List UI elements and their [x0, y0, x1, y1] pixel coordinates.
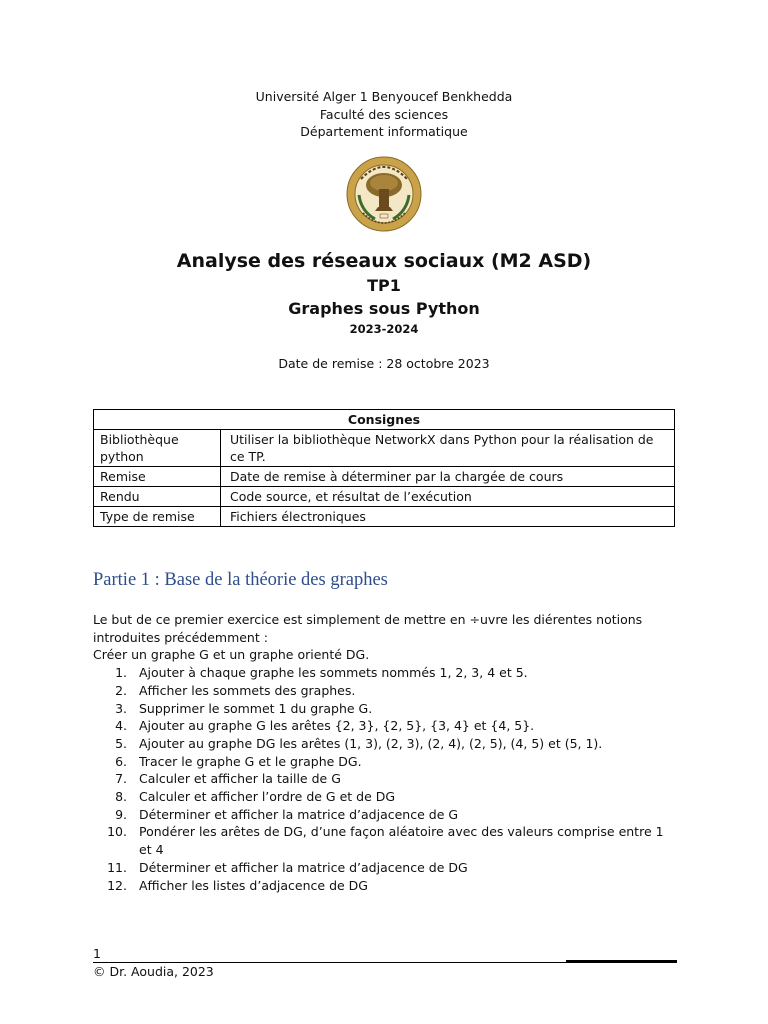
university-logo	[345, 155, 423, 233]
instructions-table-header-row	[94, 410, 675, 430]
task-number: 9.	[115, 806, 127, 822]
task-text: Ajouter au graphe G les arêtes {2, 3}, {2, 5}, {3, 4} et {4, 5}.	[139, 718, 535, 734]
task-text: Calculer et afficher l’ordre de G et de DG	[139, 789, 396, 805]
task-text: Déterminer et afficher la matrice d’adjacence de G	[139, 806, 459, 822]
footer-copyright: © Dr. Aoudia, 2023	[93, 964, 214, 979]
list-item	[93, 682, 678, 700]
list-item	[93, 717, 678, 735]
list-item	[93, 770, 678, 788]
list-item	[93, 700, 678, 718]
instructions-table-header: Consignes	[94, 410, 675, 430]
task-number: 2.	[115, 682, 127, 698]
department-name: Département informatique	[300, 124, 468, 139]
instructions-table	[93, 409, 675, 527]
list-item	[93, 788, 678, 806]
table-row	[94, 467, 675, 487]
list-item	[93, 753, 678, 771]
submission-date: Date de remise : 28 octobre 2023	[278, 356, 490, 371]
list-item	[93, 664, 678, 682]
task-text: Ajouter à chaque graphe les sommets nommés 1, 2, 3, 4 et 5.	[139, 665, 528, 681]
task-text: Tracer le graphe G et le graphe DG.	[139, 753, 362, 769]
task-text: Calculer et afficher la taille de G	[139, 771, 341, 787]
exercise-create-graphs: Créer un graphe G et un graphe orienté DG.	[93, 647, 370, 663]
task-number: 11.	[107, 859, 127, 875]
page-number: 1	[93, 946, 101, 961]
task-text: Ajouter au graphe DG les arêtes (1, 3), (2, 3), (2, 4), (2, 5), (4, 5) et (5, 1).	[139, 735, 603, 751]
row-value: Fichiers électroniques	[221, 507, 675, 527]
list-item	[93, 806, 678, 824]
tp-subtitle: Graphes sous Python	[288, 299, 480, 318]
row-label: Bibliothèque python	[94, 430, 221, 467]
row-value: Code source, et résultat de l’exécution	[221, 487, 675, 507]
academic-year: 2023-2024	[349, 322, 419, 336]
footer-divider-accent	[566, 960, 677, 962]
task-text: Supprimer le sommet 1 du graphe G.	[139, 700, 373, 716]
exercise-intro: Le but de ce premier exercice est simplement de mettre en ÷uvre les diérentes notions introduites précédemment :	[93, 612, 643, 645]
list-item	[93, 735, 678, 753]
task-number: 10.	[107, 824, 127, 840]
task-number: 3.	[115, 700, 127, 716]
task-number: 8.	[115, 789, 127, 805]
row-value: Date de remise à déterminer par la chargée de cours	[221, 467, 675, 487]
task-text: Afficher les listes d’adjacence de DG	[139, 877, 368, 893]
task-number: 5.	[115, 735, 127, 751]
task-number: 4.	[115, 718, 127, 734]
table-row	[94, 487, 675, 507]
list-item	[93, 877, 678, 895]
university-name: Université Alger 1 Benyoucef Benkhedda	[255, 89, 513, 104]
institution-header	[0, 88, 768, 141]
row-label: Remise	[94, 467, 221, 487]
table-row	[94, 430, 675, 467]
task-number: 12.	[107, 877, 127, 893]
table-row	[94, 507, 675, 527]
course-title: Analyse des réseaux sociaux (M2 ASD)	[176, 250, 592, 272]
row-label: Rendu	[94, 487, 221, 507]
row-label: Type de remise	[94, 507, 221, 527]
title-block	[0, 247, 768, 338]
list-item	[93, 859, 678, 877]
footer-divider	[93, 962, 677, 963]
tp-number: TP1	[367, 276, 401, 295]
row-value: Utiliser la bibliothèque NetworkX dans Python pour la réalisation de ce TP.	[221, 430, 675, 467]
task-text: Déterminer et afficher la matrice d’adjacence de DG	[139, 859, 468, 875]
faculty-name: Faculté des sciences	[319, 106, 449, 122]
exercise-body	[93, 611, 678, 894]
task-list	[93, 664, 678, 894]
task-number: 1.	[115, 665, 127, 681]
task-text: Afficher les sommets des graphes.	[139, 682, 356, 698]
task-text: Pondérer les arêtes de DG, d’une façon aléatoire avec des valeurs comprise entre 1 et 4	[139, 824, 664, 858]
task-number: 6.	[115, 753, 127, 769]
list-item	[93, 823, 678, 858]
task-number: 7.	[115, 771, 127, 787]
section-heading: Partie 1 : Base de la théorie des graphes	[93, 570, 388, 590]
